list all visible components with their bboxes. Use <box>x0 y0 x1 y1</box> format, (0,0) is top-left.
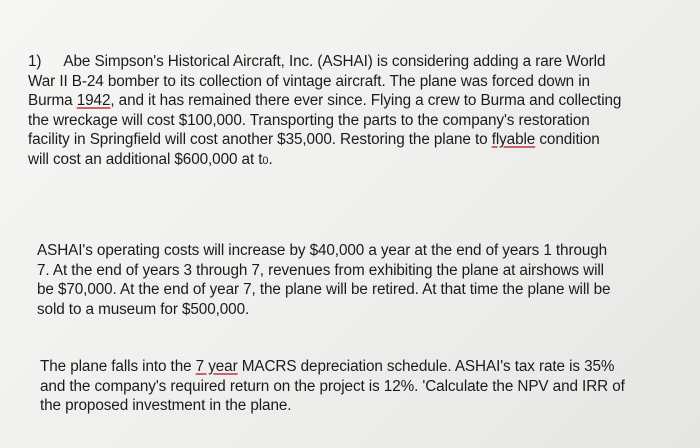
paragraph-costs <box>37 241 667 319</box>
text-line <box>40 357 670 377</box>
text-line: ASHAI's operating costs will increase by $40,000 a year at the end of years 1 through <box>37 242 608 259</box>
text-line <box>28 52 678 72</box>
text-fragment: Burma <box>28 92 77 110</box>
text-fragment: will cost an additional $600,000 at t <box>28 150 263 168</box>
text-fragment: Abe Simpson's Historical Aircraft, Inc. (ASHAI) is considering adding a rare World <box>63 53 606 70</box>
paragraph-depreciation <box>40 357 670 416</box>
text-line <box>28 150 678 172</box>
spellcheck-word-flyable: flyable <box>491 131 536 149</box>
text-line: sold to a museum for $500,000. <box>37 300 250 318</box>
text-fragment: condition <box>535 131 600 149</box>
text-fragment: , and it has remained there ever since. Flying a crew to Burma and collecting <box>110 92 622 110</box>
spellcheck-word-7-year: 7 year <box>195 358 238 375</box>
question-number: 1) <box>28 53 42 70</box>
text-line: be $70,000. At the end of year 7, the plane will be retired. At that time the plane will be <box>37 281 611 299</box>
text-line: and the company's required return on the project is 12%. 'Calculate the NPV and IRR of <box>40 377 625 395</box>
text-fragment: facility in Springfield will cost another $35,000. Restoring the plane to <box>28 131 492 149</box>
text-line: the proposed investment in the plane. <box>40 397 292 415</box>
subscript-zero: 0 <box>262 154 269 167</box>
text-line <box>28 130 678 150</box>
text-line: 7. At the end of years 3 through 7, revenues from exhibiting the plane at airshows will <box>37 261 604 279</box>
spellcheck-word-1942: 1942 <box>76 92 111 110</box>
text-line: the wreckage will cost $100,000. Transporting the parts to the company's restoration <box>28 111 590 129</box>
text-fragment: MACRS depreciation schedule. ASHAI's tax rate is 35% <box>237 358 615 375</box>
text-line: War II B-24 bomber to its collection of vintage aircraft. The plane was forced down in <box>28 72 590 90</box>
text-line <box>28 91 678 111</box>
paragraph-intro <box>28 52 678 172</box>
text-fragment: The plane falls into the <box>40 358 196 375</box>
text-fragment: . <box>268 150 273 168</box>
